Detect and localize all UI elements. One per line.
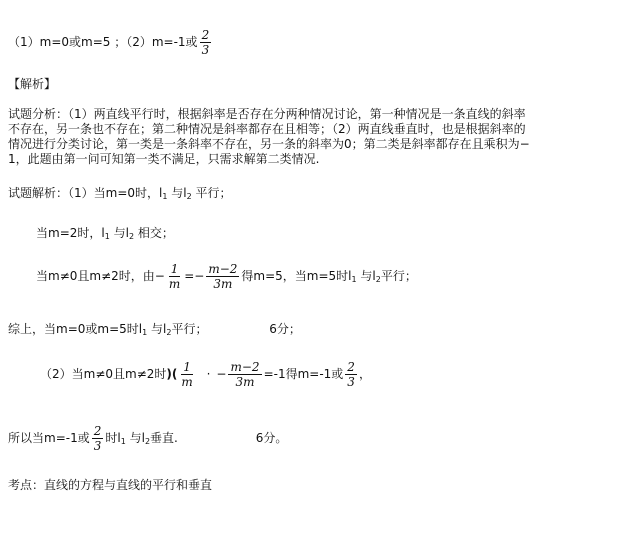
solution-text: 所以当m=-1或 — [8, 431, 90, 445]
fraction — [167, 262, 182, 291]
subscript: 1 — [104, 232, 110, 241]
subscript: 1 — [142, 328, 148, 337]
fraction-denominator: 3m — [213, 277, 233, 291]
solution-text: 与l — [167, 186, 187, 200]
analysis-line-4: 1，此题由第一问可知第一类不满足，只需求解第二类情况. — [8, 152, 320, 166]
solution-text: 与l — [147, 322, 167, 336]
fraction-denominator: 3 — [347, 375, 355, 389]
solution-text: ， — [358, 367, 371, 381]
subscript: 2 — [186, 192, 192, 201]
solution-text: 平行； — [380, 269, 417, 283]
analysis-line-1: 试题分析：（1）两直线平行时，根据斜率是否存在分两种情况讨论，第一种情况是一条直线的斜率 — [8, 107, 526, 121]
fraction-numerator: 2 — [201, 28, 210, 42]
solution-text: 当m=2时，l — [36, 226, 105, 240]
section-title: 【解析】 — [8, 77, 57, 91]
solution-text: 时l — [105, 431, 121, 445]
solution-line-5: （2）当m≠0且m≠2时)( $\frac{1}{m}$ · − $\frac{m-2}{3m}$ =-1得m=-1或 $\frac{2}{3}$ ， — [40, 360, 371, 389]
fraction-numerator: m−2 — [208, 262, 238, 276]
fraction-denominator: 3 — [93, 439, 102, 453]
solution-line-2 — [36, 225, 174, 245]
score-label: 6分。 — [255, 431, 288, 445]
subscript: 1 — [120, 437, 126, 446]
dot-operator: · — [206, 367, 211, 381]
fraction-numerator: m−2 — [230, 360, 260, 374]
solution-text: 与l — [356, 269, 376, 283]
fraction-denominator: 3m — [235, 375, 255, 389]
solution-text: 平行； — [171, 322, 208, 336]
subscript: 2 — [128, 232, 135, 241]
fraction — [228, 360, 261, 389]
solution-text: 与l — [125, 431, 145, 445]
solution-text: 相交； — [134, 226, 174, 240]
solution-line-3: 当m≠0且m≠2时，由− $\frac{1}{m}$ =− $\frac{m-2}{3m}$ 得m=5，当m=5时$l_1$ 与$l_2$平行； — [36, 262, 417, 291]
solution-line-4 — [8, 321, 301, 341]
keypoint-line: 考点：直线的方程与直线的平行和垂直 — [8, 478, 213, 492]
solution-text: 得m=5，当m=5时l — [241, 269, 352, 283]
answer-line — [8, 28, 213, 57]
answer-text: （1）m=0或m=5 ；（2）m=-1或 — [8, 35, 198, 49]
answer-fraction — [200, 28, 212, 57]
solution-text: 综上，当m=0或m=5时l — [8, 322, 143, 336]
fraction — [345, 360, 357, 389]
analysis-line-3: 情况进行分类讨论，第一类是一条斜率不存在，另一条的斜率为0；第二类是斜率都存在且乘积为− — [8, 137, 530, 151]
fraction-numerator: 1 — [170, 262, 179, 276]
fraction — [179, 360, 194, 389]
solution-line-6 — [8, 424, 287, 453]
analysis-line-2: 不存在，另一条也不存在；第二种情况是斜率都存在且相等；（2）两直线垂直时，也是根据斜率的 — [8, 122, 526, 136]
fraction — [92, 424, 104, 453]
solution-line-1 — [8, 185, 232, 205]
solution-text: 平行； — [191, 186, 232, 200]
solution-text: =-1得m=-1或 — [263, 367, 344, 381]
fraction-denominator: m — [181, 375, 193, 389]
paren-glyph: )( — [166, 367, 178, 381]
fraction — [206, 262, 239, 291]
solution-text: 试题解析：（1）当m=0时，l — [8, 186, 163, 200]
score-label: 6分； — [269, 322, 301, 336]
fraction-numerator: 2 — [93, 424, 102, 438]
solution-text: （2）当m≠0且m≠2时 — [40, 367, 167, 381]
solution-text: 与l — [109, 226, 129, 240]
subscript: 2 — [144, 437, 151, 446]
equals-sign: = — [184, 269, 195, 283]
subscript: 2 — [166, 328, 172, 337]
fraction-denominator: 3 — [201, 43, 210, 57]
solution-text: 垂直. — [150, 431, 178, 445]
fraction-numerator: 1 — [183, 360, 191, 374]
subscript: 1 — [351, 275, 357, 284]
fraction-numerator: 2 — [347, 360, 355, 374]
subscript: 2 — [375, 275, 381, 284]
solution-text: 当m≠0且m≠2时，由 — [36, 269, 155, 283]
subscript: 1 — [162, 192, 168, 201]
fraction-denominator: m — [168, 277, 181, 291]
